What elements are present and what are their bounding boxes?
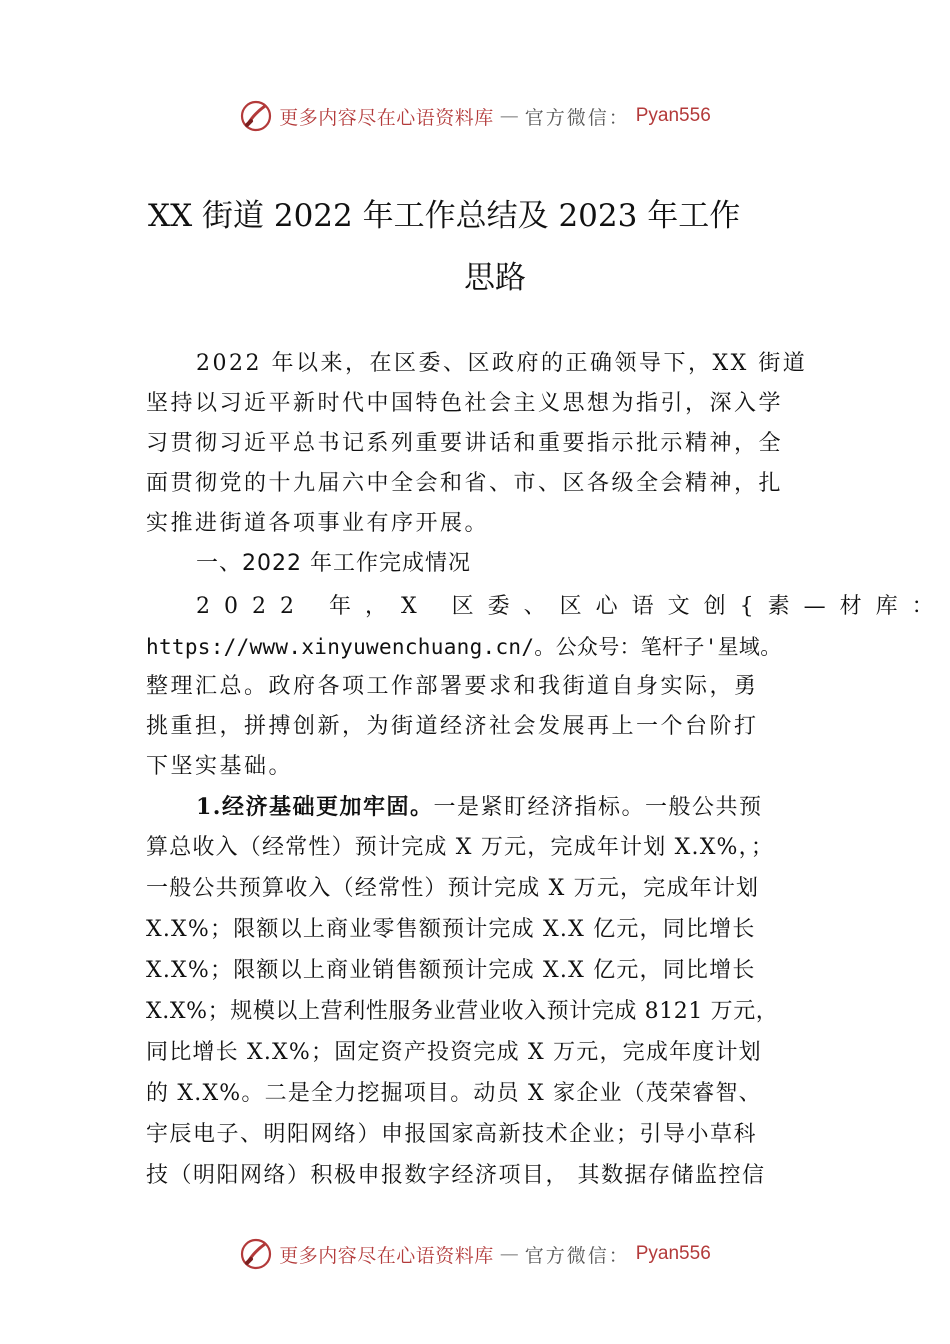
- watermark-separator: —: [499, 105, 519, 127]
- item1-line: 算总收入（经常性）预计完成 X 万元，完成年计划 X.X%，；: [146, 835, 775, 860]
- item1-line: X.X%；限额以上商业零售额预计完成 X.X 亿元，同比增长: [146, 917, 756, 942]
- footer-watermark: [0, 1234, 950, 1274]
- intro-line: 实推进街道各项事业有序开展。: [146, 511, 490, 536]
- header-watermark: [0, 96, 950, 136]
- item1-line: 技（明阳网络）积极申报数字经济项目， 其数据存储监控信: [146, 1163, 766, 1188]
- watermark-brand-text: 更多内容尽在心语资料库: [279, 106, 494, 129]
- section-para-line: https://www.xinyuwenchuang.cn/。公众号：笔杆子'星域。: [146, 635, 782, 659]
- watermark-brand-text: 更多内容尽在心语资料库: [279, 1244, 494, 1267]
- brush-logo-icon: [239, 99, 273, 133]
- item1-line: X.X%；限额以上商业销售额预计完成 X.X 亿元，同比增长: [146, 958, 756, 983]
- intro-line: 习贯彻习近平总书记系列重要讲话和重要指示批示精神，全: [146, 431, 784, 456]
- item1-first-rest: 一是紧盯经济指标。一般公共预: [433, 795, 763, 820]
- watermark-wechat-label: 官方微信：: [524, 106, 630, 129]
- item1-line: X.X%；规模以上营利性服务业营业收入预计完成 8121 万元，: [146, 999, 779, 1024]
- item1-line: 宇辰电子、明阳网络）申报国家高新技术企业；引导小草科: [146, 1122, 758, 1147]
- intro-line: 面贯彻党的十九届六中全会和省、市、区各级全会精神，扎: [146, 471, 784, 496]
- section-para-line: 挑重担，拼搏创新，为街道经济社会发展再上一个台阶打: [146, 714, 759, 739]
- section-para-line: 下坚实基础。: [146, 754, 294, 779]
- section-heading: 一、2022 年工作完成情况: [196, 551, 471, 576]
- document-title-line1: XX 街道 2022 年工作总结及 2023 年工作: [148, 198, 741, 234]
- document-title-line2: 思路: [464, 260, 526, 296]
- brush-logo-icon: [239, 1237, 273, 1271]
- section-para-line: 整理汇总。政府各项工作部署要求和我街道自身实际，勇: [146, 674, 759, 699]
- watermark-wechat-label: 官方微信：: [524, 1244, 630, 1267]
- item1-lead: 1.经济基础更加牢固。: [196, 794, 434, 820]
- item1-line: 一般公共预算收入（经常性）预计完成 X 万元，完成年计划: [146, 876, 760, 901]
- intro-line: 2022 年以来，在区委、区政府的正确领导下，XX 街道: [196, 351, 808, 376]
- item1-line: 同比增长 X.X%；固定资产投资完成 X 万元，完成年度计划: [146, 1040, 762, 1065]
- item1-line: 的 X.X%。二是全力挖掘项目。动员 X 家企业（茂荣睿智、: [146, 1081, 762, 1106]
- watermark-separator: —: [499, 1243, 519, 1265]
- intro-line: 坚持以习近平新时代中国特色社会主义思想为指引，深入学: [146, 391, 784, 416]
- watermark-wechat-id: Pyan556: [635, 1243, 711, 1264]
- section-para-line: 2022 年，X 区委、区心语文创{素—材库：: [196, 594, 948, 619]
- watermark-wechat-id: Pyan556: [635, 105, 711, 126]
- item1-first-line: [196, 787, 762, 828]
